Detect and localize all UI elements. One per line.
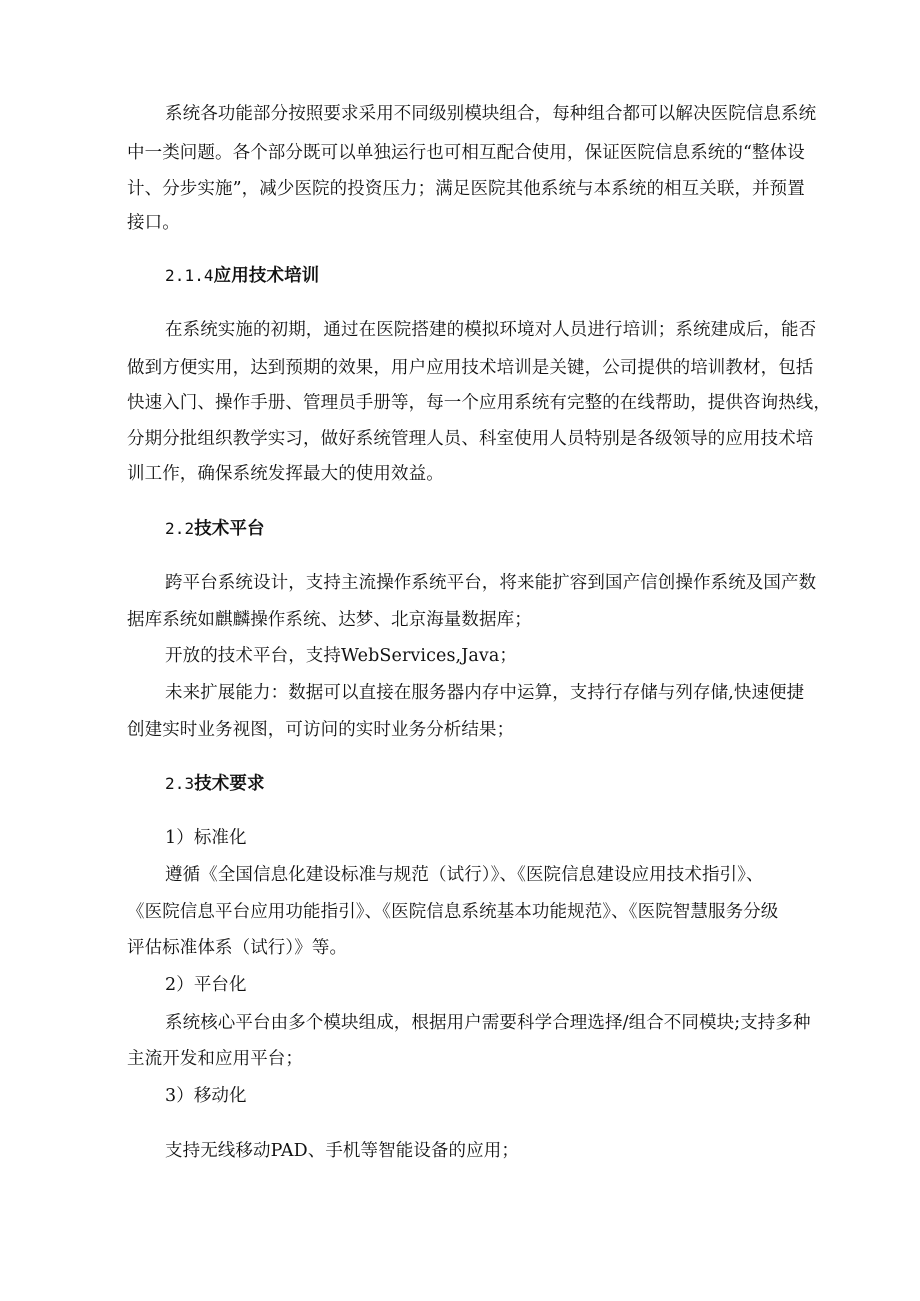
paragraph-line: 训工作，确保系统发挥最大的使用效益。 [127, 464, 444, 484]
section-heading-2-2 [165, 518, 845, 540]
paragraph-line: 主流开发和应用平台； [127, 1049, 303, 1069]
heading-text: 技术要求 [194, 774, 265, 794]
paragraph-line: 跨平台系统设计，支持主流操作系统平台，将来能扩容到国产信创操作系统及国产数 [165, 573, 817, 593]
heading-number: 2.3 [165, 774, 195, 793]
paragraph-line: 创建实时业务视图，可访问的实时业务分析结果； [127, 720, 515, 740]
heading-number: 2.1.4 [165, 266, 214, 285]
section-heading-2-1-4 [165, 265, 845, 287]
heading-text: 技术平台 [194, 519, 265, 539]
list-item-label: 1）标准化 [165, 828, 247, 848]
paragraph-line: 据库系统如麒麟操作系统、达梦、北京海量数据库； [127, 610, 532, 630]
paragraph-line: 未来扩展能力：数据可以直接在服务器内存中运算，支持行存储与列存储,快速便捷 [165, 683, 805, 703]
paragraph-line: 计、分步实施”，减少医院的投资压力；满足医院其他系统与本系统的相互关联，并预置 [127, 179, 805, 199]
paragraph-line: 接口。 [127, 213, 180, 233]
heading-number: 2.2 [165, 519, 195, 538]
list-item-label: 2）平台化 [165, 975, 247, 995]
paragraph-line: 分期分批组织教学实习，做好系统管理人员、科室使用人员特别是各级领导的应用技术培 [127, 429, 814, 449]
paragraph-line: 中一类问题。各个部分既可以单独运行也可相互配合使用，保证医院信息系统的“整体设 [127, 143, 805, 163]
paragraph-line: 《医院信息平台应用功能指引》、《医院信息系统基本功能规范》、《医院智慧服务分级 [127, 902, 779, 922]
paragraph-line: 系统各功能部分按照要求采用不同级别模块组合，每种组合都可以解决医院信息系统 [165, 104, 817, 124]
paragraph-line: 支持无线移动PAD、手机等智能设备的应用； [165, 1141, 519, 1161]
paragraph-line: 做到方便实用，达到预期的效果，用户应用技术培训是关键，公司提供的培训教材，包括 [127, 358, 814, 378]
paragraph-line: 遵循《全国信息化建设标准与规范（试行）》、《医院信息建设应用技术指引》、 [165, 865, 764, 885]
paragraph-line: 快速入门、操作手册、管理员手册等，每一个应用系统有完整的在线帮助，提供咨询热线， [127, 393, 831, 413]
paragraph-line: 评估标准体系（试行）》等。 [127, 938, 348, 958]
heading-text: 应用技术培训 [213, 266, 320, 286]
section-heading-2-3 [165, 773, 845, 795]
paragraph-line: 在系统实施的初期，通过在医院搭建的模拟环境对人员进行培训；系统建成后，能否 [165, 320, 817, 340]
list-item-label: 3）移动化 [165, 1086, 247, 1106]
paragraph-line: 系统核心平台由多个模块组成，根据用户需要科学合理选择/组合不同模块;支持多种 [165, 1013, 811, 1033]
paragraph-line: 开放的技术平台，支持WebServices,Java； [165, 646, 517, 666]
